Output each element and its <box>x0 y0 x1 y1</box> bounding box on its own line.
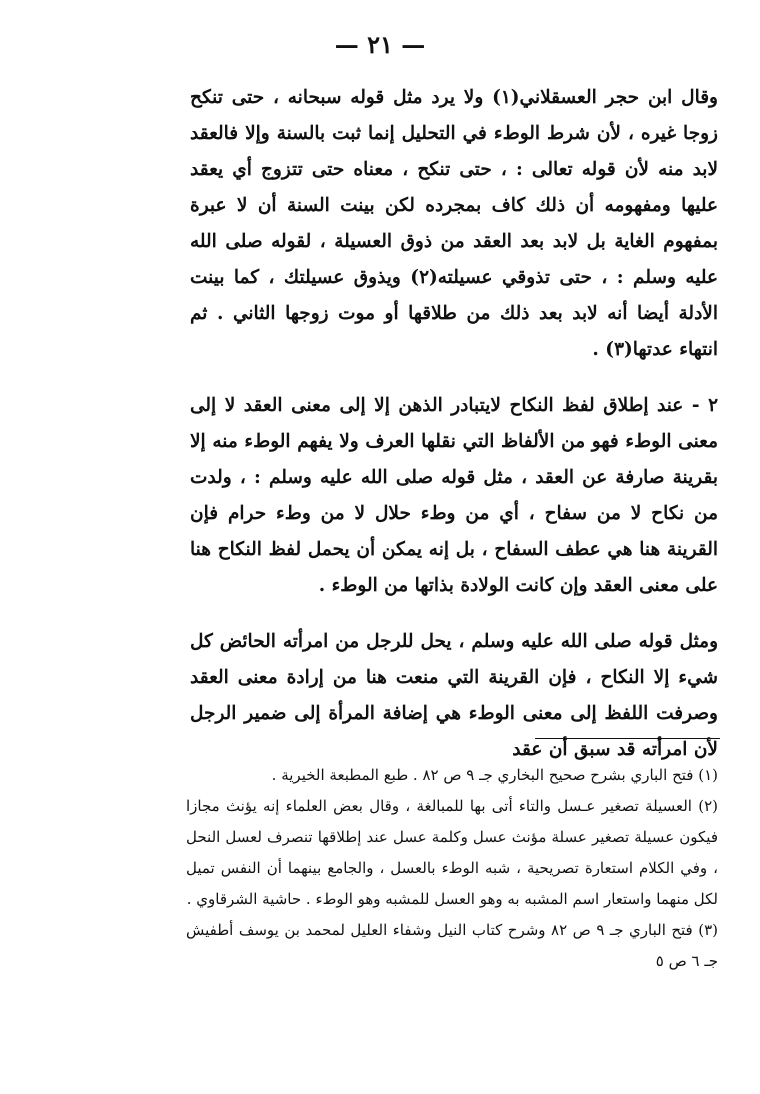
footnote-3: (٣) فتح الباري جـ ٩ ص ٨٢ وشرح كتاب النيل وشفاء العليل لمحمد بن يوسف أطفيش جـ ٦ ص ٥ <box>186 921 719 970</box>
main-text <box>190 80 718 788</box>
paragraph-2: ٢ - عند إطلاق لفظ النكاح لايتبادر الذهن إلا إلى معنى العقد لا إلى معنى الوطء فهو من الألفاظ التي نقلها العرف ولا يفهم الوطء منه إلا بقرينة صارفة عن العقد ، مثل قوله صلى الله عليه وسلم : ، ولدت من نكاح لا من سفاح ، أي من وطء حلال لا من وطء حرام فإن القرينة هنا هي عطف السفاح ، بل إنه يمكن أن يحمل لفظ النكاح هنا على معنى العقد وإن كانت الولادة بذاتها من الوطء . <box>190 395 718 596</box>
paragraph-3: ومثل قوله صلى الله عليه وسلم ، يحل للرجل من امرأته الحائض كل شيء إلا النكاح ، فإن القرينة التي منعت هنا من إرادة معنى العقد وصرفت اللفظ إلى معنى الوطء هي إضافة المرأة إلى ضمير الرجل لأن امرأته قد سبق أن عقد <box>190 631 718 760</box>
footnote-1: (١) فتح الباري بشرح صحيح البخاري جـ ٩ ص ٨٢ . طبع المطبعة الخيرية . <box>271 766 718 784</box>
page-number: — ٢١ — <box>334 30 426 59</box>
footnotes <box>186 760 718 977</box>
footnote-2: (٢) العسيلة تصغير عـسل والتاء أتى بها للمبالغة ، وقال بعض العلماء إنه يؤنث مجازا فيكون عسيلة تصغير عسلة مؤنث عسل وكلمة عسل عند إطلاقها تنصرف لعسل النحل ، وفي الكلام استعارة تصريحية ، شبه الوطء بالعسل ، والجامع بينهما أن النفس تميل لكل منهما واستعار اسم المشبه به وهو العسل للمشبه وهو الوطء . حاشية الشرقاوي . <box>186 797 718 908</box>
footnote-divider <box>535 738 720 739</box>
paragraph-1: وقال ابن حجر العسقلاني(١) ولا يرد مثل قوله سبحانه ، حتى تنكح زوجا غيره ، لأن شرط الوطء في التحليل إنما ثبت بالسنة وإلا فالعقد لابد منه لأن قوله تعالى : ، حتى تنكح ، معناه حتى تتزوج أي يعقد عليها ومفهومه أن ذلك كاف بمجرده لكن بينت السنة أن لا عبرة بمفهوم الغاية بل لابد بعد العقد من ذوق العسيلة ، لقوله صلى الله عليه وسلم : ، حتى تذوقي عسيلته(٢) ويذوق عسيلتك ، كما بينت الأدلة أيضا أنه لابد بعد ذلك من طلاقها أو موت زوجها الثاني . ثم انتهاء عدتها(٣) . <box>190 87 718 360</box>
